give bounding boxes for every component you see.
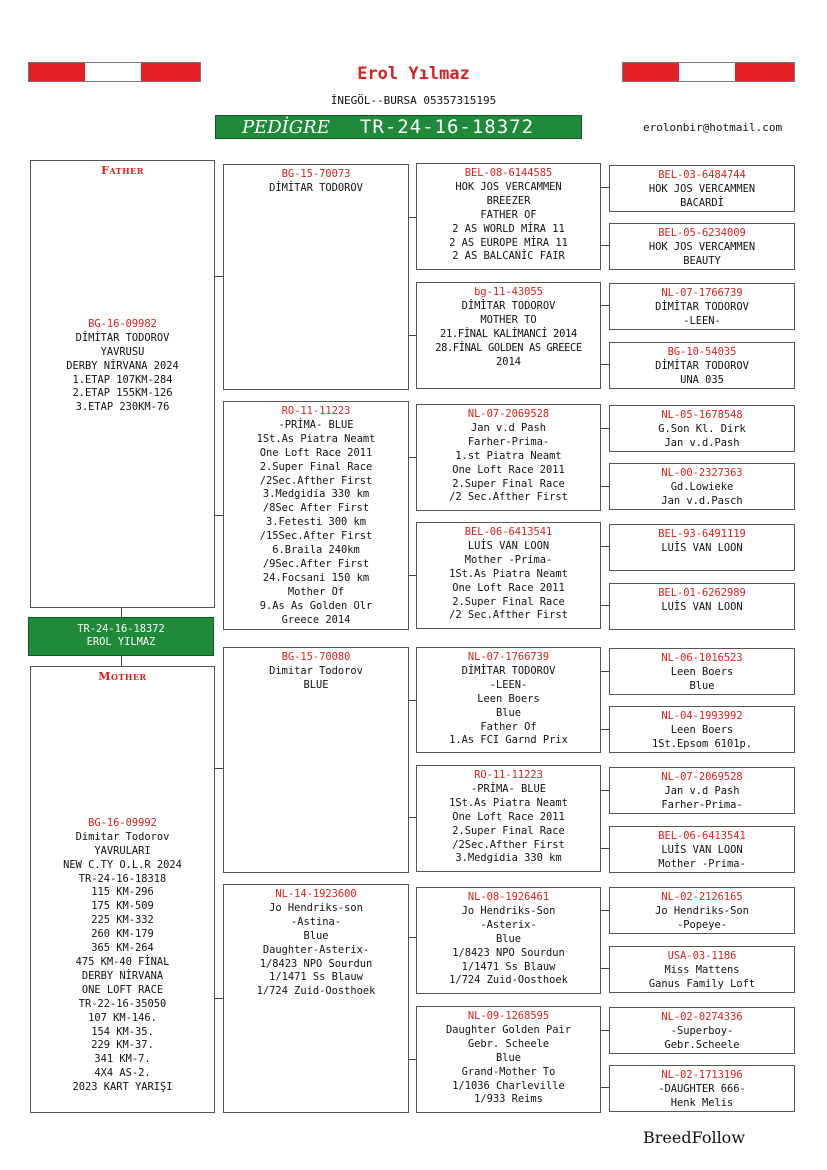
great-grandparent-line: 1St.As Piatra Neamt <box>449 567 568 580</box>
ancestor-ring: NL-02-1713196 <box>661 1069 743 1081</box>
great-grandparent-line: BREEZER <box>486 194 531 207</box>
connector-line <box>214 276 223 277</box>
ancestor-card <box>609 223 795 270</box>
great-grandparent-line: One Loft Race 2011 <box>452 463 565 476</box>
grandparent-line: 2.Super Final Race <box>259 460 373 473</box>
grandparent-line: DİMİTAR TODOROV <box>269 181 363 194</box>
connector-line <box>600 910 609 911</box>
grandparent-line: 24.Focsani 150 km <box>262 571 370 584</box>
connector-line <box>600 546 609 547</box>
grandparent-line: -Astina- <box>290 915 342 928</box>
connector-line <box>214 768 223 769</box>
mother-line: TR-22-16-35050 <box>78 997 167 1010</box>
great-grandparent-line: Blue <box>495 1051 522 1064</box>
ancestor-line: Leen Boers <box>670 723 734 736</box>
connector-line <box>600 1087 609 1088</box>
ancestor-line: -DAUGHTER 666- <box>658 1082 746 1095</box>
ancestor-card <box>609 283 795 330</box>
grandparent-line: Dimitar Todorov <box>269 664 363 677</box>
connector-line <box>600 968 609 969</box>
connector-line <box>408 817 416 818</box>
ancestor-line: Leen Boers <box>670 665 734 678</box>
connector-line <box>408 217 416 218</box>
connector-line <box>121 656 122 666</box>
connector-line <box>600 305 609 306</box>
ancestor-line: LUİS VAN LOON <box>661 600 743 613</box>
mother-ring: BG-16-09992 <box>88 816 157 829</box>
ancestor-line: Jan v.d Pash <box>664 784 740 797</box>
great-grandparent-line: -PRİMA- BLUE <box>470 782 547 795</box>
great-grandparent-line: Grand-Mother To <box>461 1065 556 1078</box>
ancestor-card <box>609 648 795 695</box>
grandparent-line: Greece 2014 <box>281 613 351 626</box>
mother-line: 107 KM-146. <box>88 1011 157 1024</box>
great-grandparent-line: 1/1471 Ss Blauw <box>461 960 556 973</box>
great-grandparent-line: -Asterix- <box>480 918 537 931</box>
connector-line <box>600 245 609 246</box>
ancestor-ring: NL-06-1016523 <box>661 652 743 664</box>
connector-line <box>600 729 609 730</box>
connector-line <box>600 605 609 606</box>
mother-line: 154 KM-35. <box>91 1025 154 1038</box>
father-line: DİMİTAR TODOROV <box>75 331 170 344</box>
great-grandparent-card <box>416 163 601 270</box>
ancestor-ring: NL-07-2069528 <box>661 771 743 783</box>
father-line: 2.ETAP 155KM-126 <box>72 387 173 400</box>
grandparent-line: Daughter-Asterix- <box>262 943 370 956</box>
grandparent-line: 1/8423 NPO Sourdun <box>259 957 373 970</box>
great-grandparent-card <box>416 647 601 753</box>
ancestor-line: Mother -Prima- <box>658 857 746 870</box>
great-grandparent-line: FATHER OF <box>480 208 537 221</box>
great-grandparent-line: 1/1036 Charleville <box>452 1079 565 1092</box>
ancestor-card <box>609 706 795 753</box>
great-grandparent-line: 2.Super Final Race <box>452 477 565 490</box>
grandparent-line: Blue <box>303 929 329 942</box>
connector-line <box>600 1030 609 1031</box>
grandparent-line: 1/1471 Ss Blauw <box>269 971 363 984</box>
ancestor-line: Blue <box>689 679 715 692</box>
great-grandparent-ring: NL-07-1766739 <box>467 651 550 663</box>
ancestor-card <box>609 946 795 993</box>
ancestor-card <box>609 1007 795 1054</box>
ancestor-ring: BEL-05-6234009 <box>658 227 746 239</box>
connector-line <box>408 700 416 701</box>
grandparent-ring: BG-15-70073 <box>281 168 351 180</box>
father-line: 3.ETAP 230KM-76 <box>75 401 170 414</box>
connector-line <box>600 848 609 849</box>
mother-line: TR-24-16-18318 <box>78 872 167 885</box>
great-grandparent-line: Farher-Prima- <box>467 435 550 448</box>
father-line: YAVRUSU <box>100 345 145 358</box>
grandparent-card <box>223 401 409 630</box>
grandparent-card <box>223 647 409 873</box>
grandparent-line: /8Sec After First <box>262 502 370 515</box>
connector-line <box>214 515 223 516</box>
mother-line: YAVRULARI <box>94 844 151 857</box>
great-grandparent-line: 3.Medgidia 330 km <box>455 852 562 865</box>
grandparent-line: 6.Braila 240km <box>272 544 360 557</box>
ancestor-card <box>609 463 795 510</box>
great-grandparent-line: 2 AS EUROPE MİRA 11 <box>449 236 568 249</box>
great-grandparent-line: 2.Super Final Race <box>452 824 565 837</box>
connector-line <box>408 575 416 576</box>
great-grandparent-line: Blue <box>495 932 522 945</box>
grandparent-line: /9Sec.After First <box>262 557 370 570</box>
ancestor-card <box>609 524 795 571</box>
ancestor-line: UNA 035 <box>680 373 724 386</box>
brand-footer: BreedFollow <box>643 1128 746 1147</box>
mother-line: DERBY NİRVANA <box>81 969 164 982</box>
great-grandparent-ring: bg-11-43055 <box>474 286 543 298</box>
mother-line: 475 KM-40 FİNAL <box>75 955 170 968</box>
connector-line <box>600 187 609 188</box>
great-grandparent-line: 2 AS BALCANİC FAIR <box>452 250 565 263</box>
grandparent-card <box>223 164 409 390</box>
ancestor-card <box>609 342 795 389</box>
great-grandparent-line: 1/8423 NPO Sourdun <box>452 946 565 959</box>
ancestor-ring: NL-04-1993992 <box>661 710 743 722</box>
great-grandparent-ring: NL-09-1268595 <box>467 1010 550 1022</box>
ancestor-ring: USA-03-1186 <box>667 950 737 962</box>
owner-name: Erol Yılmaz <box>357 64 470 84</box>
great-grandparent-card <box>416 765 601 872</box>
ancestor-line: Ganus Family Loft <box>648 977 756 990</box>
grandparent-line: Jo Hendriks-son <box>269 901 363 914</box>
ancestor-line: DİMİTAR TODOROV <box>655 359 749 372</box>
great-grandparent-line: HOK JOS VERCAMMEN <box>455 180 562 193</box>
mother-line: 365 KM-264 <box>91 942 154 955</box>
great-grandparent-line: Father Of <box>480 720 537 733</box>
grandparent-ring: BG-15-70080 <box>281 651 351 663</box>
ancestor-line: Gd.Lowieke <box>670 480 734 493</box>
mother-line: Dimitar Todorov <box>75 830 170 843</box>
ancestor-line: HOK JOS VERCAMMEN <box>648 240 756 253</box>
ancestor-ring: NL-07-1766739 <box>661 287 743 299</box>
great-grandparent-line: 2 AS WORLD MİRA 11 <box>452 222 565 235</box>
ancestor-ring: NL-00-2327363 <box>661 467 743 479</box>
ancestor-ring: BEL-01-6262989 <box>658 587 746 599</box>
great-grandparent-line: Jo Hendriks-Son <box>461 904 556 917</box>
ancestor-card <box>609 1065 795 1112</box>
grandparent-line: 3.Fetesti 300 km <box>265 516 367 529</box>
great-grandparent-line: 1St.As Piatra Neamt <box>449 796 568 809</box>
great-grandparent-ring: BEL-08-6144585 <box>464 167 553 179</box>
great-grandparent-line: /2 Sec.Afther First <box>449 609 568 622</box>
connector-line <box>600 364 609 365</box>
mother-line: 115 KM-296 <box>91 886 154 899</box>
ancestor-line: BEAUTY <box>683 254 721 267</box>
father-heading: Father <box>101 164 144 177</box>
ancestor-ring: NL-05-1678548 <box>661 409 743 421</box>
great-grandparent-line: One Loft Race 2011 <box>452 810 565 823</box>
grandparent-ring: RO-11-11223 <box>281 405 351 417</box>
owner-email: erolonbir@hotmail.com <box>643 121 783 134</box>
ancestor-ring: NL-02-0274336 <box>661 1011 743 1023</box>
grandparent-line: /2Sec.Afther First <box>259 474 373 487</box>
great-grandparent-line: 1.st Piatra Neamt <box>455 449 562 462</box>
great-grandparent-line: 1/933 Reims <box>474 1093 543 1106</box>
great-grandparent-card <box>416 887 601 994</box>
ancestor-line: Gebr.Scheele <box>664 1038 740 1051</box>
mother-line: 175 KM-509 <box>91 900 154 913</box>
ancestor-card <box>609 767 795 814</box>
mother-line: 260 KM-179 <box>91 928 154 941</box>
great-grandparent-line: 1.As FCI Garnd Prix <box>449 734 568 747</box>
great-grandparent-ring: RO-11-11223 <box>474 769 543 781</box>
ancestor-line: -Popeye- <box>676 918 728 931</box>
great-grandparent-line: Leen Boers <box>477 692 540 705</box>
ancestor-line: DİMİTAR TODOROV <box>655 300 749 313</box>
mother-line: NEW C.TY O.L.R 2024 <box>63 858 182 871</box>
great-grandparent-line: -LEEN- <box>489 678 528 691</box>
great-grandparent-line: /2Sec.Afther First <box>452 838 565 851</box>
great-grandparent-line: 28.FİNAL GOLDEN AS GREECE <box>435 341 582 354</box>
mother-line: 4X4 AS-2. <box>94 1067 151 1080</box>
connector-line <box>600 671 609 672</box>
connector-line <box>600 486 609 487</box>
subject-card <box>28 617 214 656</box>
connector-line <box>121 607 122 617</box>
great-grandparent-line: 1/724 Zuid-Oosthoek <box>449 974 568 987</box>
ancestor-card <box>609 405 795 452</box>
great-grandparent-line: 21.FİNAL KALİMANCİ 2014 <box>440 327 577 340</box>
ancestor-line: 1St.Epsom 6101p. <box>651 737 753 750</box>
mother-line: 2023 KART YARIŞI <box>72 1081 173 1094</box>
ancestor-card <box>609 583 795 630</box>
grandparent-line: One Loft Race 2011 <box>259 446 373 459</box>
great-grandparent-ring: BEL-06-6413541 <box>464 526 553 538</box>
ancestor-ring: BEL-03-6484744 <box>658 169 746 181</box>
grandparent-card <box>223 884 409 1113</box>
mother-line: 341 KM-7. <box>94 1053 151 1066</box>
connector-line <box>214 998 223 999</box>
pedigree-ring-number: TR-24-16-18372 <box>359 116 535 138</box>
subject-ring: TR-24-16-18372 <box>77 623 165 635</box>
mother-card <box>30 666 215 1113</box>
owner-location-phone: İNEGÖL--BURSA 05357315195 <box>330 94 497 107</box>
connector-line <box>408 937 416 938</box>
ancestor-line: HOK JOS VERCAMMEN <box>648 182 756 195</box>
ancestor-line: -Superboy- <box>670 1024 734 1037</box>
ancestor-line: G.Son Kl. Dirk <box>658 422 746 435</box>
ancestor-line: LUİS VAN LOON <box>661 541 743 554</box>
grandparent-line: 9.As As Golden Olr <box>259 599 373 612</box>
connector-line <box>600 428 609 429</box>
subject-name: EROL YILMAZ <box>86 636 156 648</box>
ancestor-line: Jan v.d.Pash <box>664 436 740 449</box>
great-grandparent-card <box>416 1006 601 1113</box>
ancestor-card <box>609 887 795 934</box>
great-grandparent-line: 2014 <box>495 355 522 368</box>
great-grandparent-card <box>416 522 601 629</box>
ancestor-line: Jan v.d.Pasch <box>661 494 743 507</box>
great-grandparent-line: Blue <box>495 706 522 719</box>
ancestor-line: Miss Mattens <box>664 963 740 976</box>
great-grandparent-line: Jan v.d Pash <box>470 421 547 434</box>
great-grandparent-line: Mother -Prima- <box>464 553 553 566</box>
ancestor-line: LUİS VAN LOON <box>661 843 743 856</box>
grandparent-line: 1/724 Zuid-Oosthoek <box>256 985 376 998</box>
grandparent-ring: NL-14-1923600 <box>275 888 357 900</box>
great-grandparent-line: /2 Sec.Afther First <box>449 491 568 504</box>
father-line: 1.ETAP 107KM-284 <box>72 373 173 386</box>
great-grandparent-line: DİMİTAR TODOROV <box>461 299 556 312</box>
great-grandparent-line: MOTHER TO <box>480 313 537 326</box>
great-grandparent-line: 2.Super Final Race <box>452 595 565 608</box>
ancestor-line: Farher-Prima- <box>661 798 743 811</box>
pedigree-bar <box>215 115 582 139</box>
grandparent-line: Mother Of <box>287 585 345 598</box>
mother-line: 225 KM-332 <box>91 914 154 927</box>
father-ring: BG-16-09982 <box>88 317 157 330</box>
ancestor-card <box>609 826 795 873</box>
father-line: DERBY NİRVANA 2024 <box>66 359 179 372</box>
ancestor-ring: BEL-06-6413541 <box>658 830 746 842</box>
great-grandparent-ring: NL-07-2069528 <box>467 408 550 420</box>
grandparent-line: BLUE <box>303 678 329 691</box>
great-grandparent-card <box>416 404 601 511</box>
ancestor-ring: BG-10-54035 <box>667 346 737 358</box>
great-grandparent-card <box>416 282 601 389</box>
great-grandparent-ring: NL-08-1926461 <box>467 891 550 903</box>
mother-line: 229 KM-37. <box>91 1039 154 1052</box>
ancestor-ring: NL-02-2126165 <box>661 891 743 903</box>
connector-line <box>408 335 416 336</box>
great-grandparent-line: LUİS VAN LOON <box>467 539 550 552</box>
great-grandparent-line: Daughter Golden Pair <box>445 1023 572 1036</box>
grandparent-line: 3.Medgidia 330 km <box>262 488 370 501</box>
connector-line <box>600 790 609 791</box>
grandparent-line: -PRİMA- BLUE <box>278 418 354 431</box>
great-grandparent-line: One Loft Race 2011 <box>452 581 565 594</box>
mother-heading: Mother <box>98 670 147 683</box>
great-grandparent-line: DİMİTAR TODOROV <box>461 664 556 677</box>
connector-line <box>408 457 416 458</box>
father-card <box>30 160 215 608</box>
ancestor-line: -LEEN- <box>683 314 721 327</box>
ancestor-card <box>609 165 795 212</box>
ancestor-ring: BEL-93-6491119 <box>658 528 746 540</box>
grandparent-line: /15Sec.After First <box>259 530 373 543</box>
ancestor-line: BACARDİ <box>680 196 724 209</box>
grandparent-line: 1St.As Piatra Neamt <box>256 432 376 445</box>
mother-line: ONE LOFT RACE <box>81 983 164 996</box>
ancestor-line: Jo Hendriks-Son <box>655 904 749 917</box>
pedigree-label: PEDİGRE <box>242 116 330 138</box>
great-grandparent-line: Gebr. Scheele <box>467 1037 550 1050</box>
connector-line <box>408 1059 416 1060</box>
ancestor-line: Henk Melis <box>670 1096 734 1109</box>
